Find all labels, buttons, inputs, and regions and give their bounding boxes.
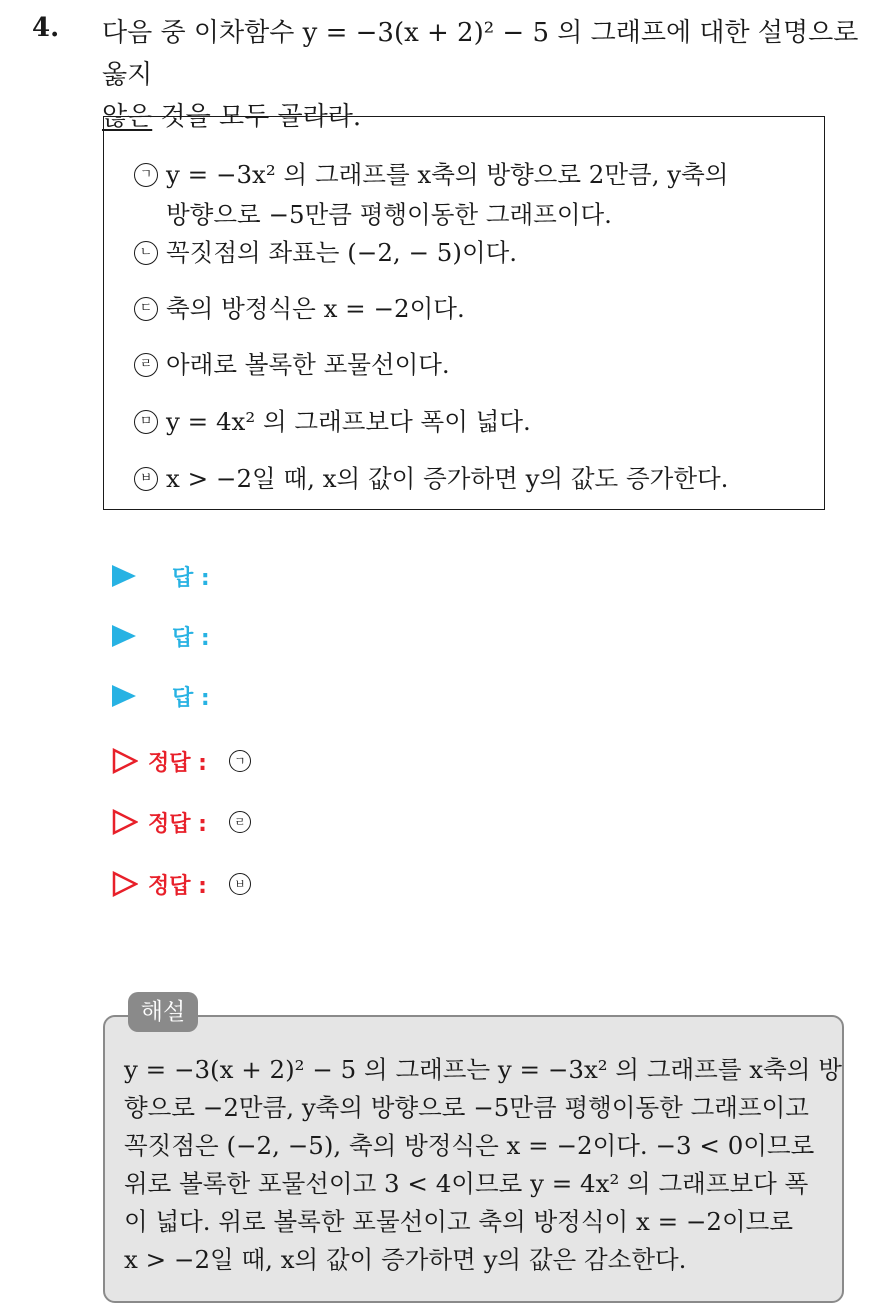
option-6	[134, 459, 728, 499]
question-line1-pre: 다음 중 이차함수	[102, 18, 295, 48]
correct-answer: ㄹ	[229, 811, 251, 833]
play-arrow-icon	[112, 685, 136, 707]
answer-label: 답 :	[172, 625, 210, 651]
correct-row-2	[112, 802, 251, 842]
correct-label: 정답 :	[148, 750, 207, 776]
solution-text	[124, 1051, 842, 1279]
solution-line: y = −3(x + 2)² − 5 의 그래프는 y = −3x² 의 그래프를 x축의 방	[124, 1055, 842, 1084]
solution-line: 이 넓다. 위로 볼록한 포물선이고 축의 방정식이 x = −2이므로	[124, 1207, 794, 1236]
option-text: x > −2일 때, x의 값이 증가하면 y의 값도 증가한다.	[166, 464, 729, 493]
option-marker: ㅁ	[134, 410, 158, 434]
solution-line: x > −2일 때, x의 값이 증가하면 y의 값은 감소한다.	[124, 1245, 687, 1274]
correct-answer: ㄱ	[229, 750, 251, 772]
answer-row-1[interactable]	[112, 556, 210, 596]
option-marker: ㄴ	[134, 241, 158, 265]
play-arrow-icon	[112, 625, 136, 647]
answer-label: 답 :	[172, 565, 210, 591]
option-3	[134, 289, 465, 329]
question-underlined: 않은	[102, 102, 153, 132]
solution-line: 꼭짓점은 (−2, −5), 축의 방정식은 x = −2이다. −3 < 0이므로	[124, 1131, 815, 1160]
option-marker: ㄷ	[134, 297, 158, 321]
option-2	[134, 233, 517, 273]
solution-line: 위로 볼록한 포물선이고 3 < 4이므로 y = 4x² 의 그래프보다 폭	[124, 1169, 809, 1198]
option-1	[134, 155, 728, 235]
outline-arrow-icon	[112, 871, 138, 897]
option-text-line2: 방향으로 −5만큼 평행이동한 그래프이다.	[166, 200, 612, 229]
option-text: 아래로 볼록한 포물선이다.	[166, 350, 450, 379]
question-formula: y = −3(x + 2)² − 5	[302, 18, 550, 48]
answer-label: 답 :	[172, 685, 210, 711]
solution-tag: 해설	[128, 992, 198, 1032]
correct-label: 정답 :	[148, 873, 207, 899]
solution-line: 향으로 −2만큼, y축의 방향으로 −5만큼 평행이동한 그래프이고	[124, 1093, 809, 1122]
option-text: y = 4x² 의 그래프보다 폭이 넓다.	[166, 407, 531, 436]
option-marker: ㅂ	[134, 467, 158, 491]
question-number: 4.	[32, 13, 60, 43]
option-text: 꼭짓점의 좌표는 (−2, − 5)이다.	[166, 238, 518, 267]
correct-answer: ㅂ	[229, 873, 251, 895]
answer-row-3[interactable]	[112, 676, 210, 716]
play-arrow-icon	[112, 565, 136, 587]
question-line2-post: 것을 모두 골라라.	[160, 102, 362, 132]
correct-label: 정답 :	[148, 811, 207, 837]
option-text: y = −3x² 의 그래프를 x축의 방향으로 2만큼, y축의	[166, 160, 729, 189]
outline-arrow-icon	[112, 748, 138, 774]
option-marker: ㄹ	[134, 353, 158, 377]
correct-row-3	[112, 864, 251, 904]
question-line1-post: 의 그래프에 대한 설명으로 옳지	[102, 18, 859, 90]
answer-row-2[interactable]	[112, 616, 210, 656]
outline-arrow-icon	[112, 809, 138, 835]
option-5	[134, 402, 531, 442]
options-box	[103, 116, 825, 510]
option-text: 축의 방정식은 x = −2이다.	[166, 294, 465, 323]
option-marker: ㄱ	[134, 163, 158, 187]
correct-row-1	[112, 741, 251, 781]
option-4	[134, 345, 450, 385]
